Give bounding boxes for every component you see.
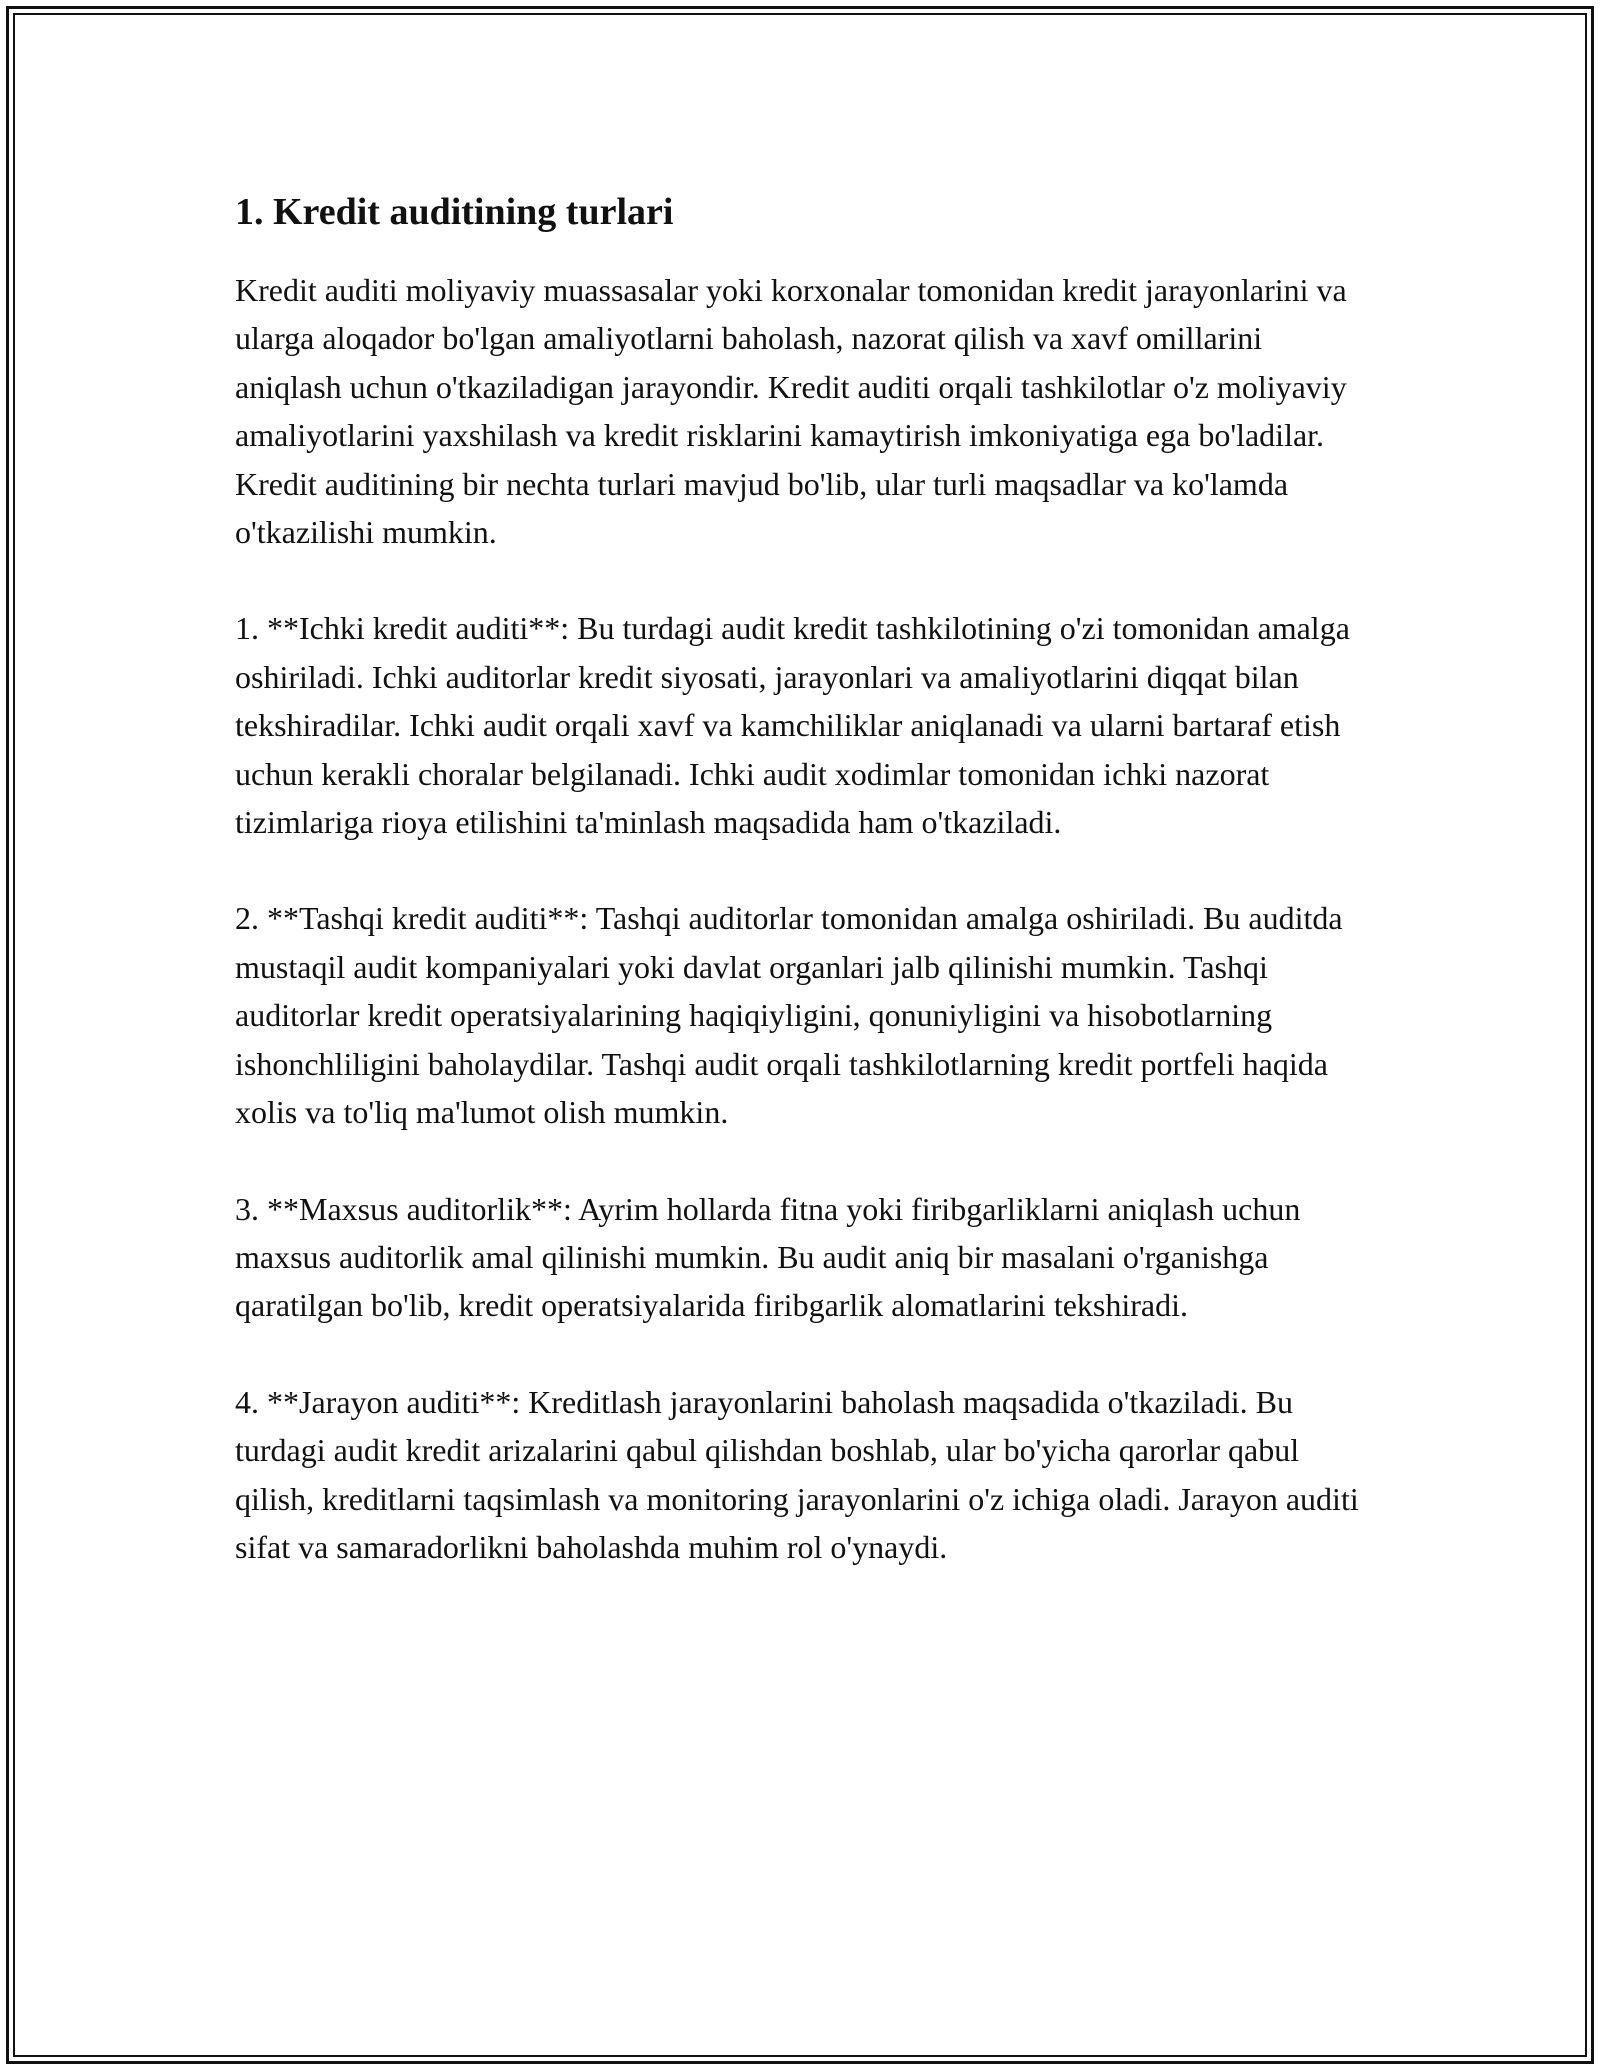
paragraph-process-audit: 4. **Jarayon auditi**: Kreditlash jarayonlarini baholash maqsadida o'tkaziladi. Bu turdagi audit kredit arizalarini qabul qilishdan boshlab, ular bo'yicha qarorlar qabul qilish, kreditlarni taqsimlash va monitoring jarayonlarini o'z ichiga oladi. Jarayon auditi sifat va samaradorlikni baholashda muhim rol o'ynaydi. bbox=[235, 1383, 1359, 1565]
paragraph-external-audit: 2. **Tashqi kredit auditi**: Tashqi auditorlar tomonidan amalga oshiriladi. Bu auditda mustaqil audit kompaniyalari yoki davlat organlari jalb qilinishi mumkin. Tashqi auditorlar kredit operatsiyalarining haqiqiyligini, qonuniyligini va hisobotlarning ishonchliligini baholaydilar. Tashqi audit orqali tashkilotlarning kredit portfeli haqida xolis va to'liq ma'lumot olish mumkin. bbox=[235, 900, 1343, 1131]
document-body bbox=[235, 186, 1375, 1619]
paragraph-internal-audit: 1. **Ichki kredit auditi**: Bu turdagi audit kredit tashkilotining o'zi tomonidan amalga oshiriladi. Ichki auditorlar kredit siyosati, jarayonlari va amaliyotlarini diqqat bilan tekshiradilar. Ichki audit orqali xavf va kamchiliklar aniqlanadi va ularni bartaraf etish uchun kerakli choralar belgilanadi. Ichki audit xodimlar tomonidan ichki nazorat tizimlariga rioya etilishini ta'minlash maqsadida ham o'tkaziladi. bbox=[235, 610, 1350, 841]
paragraph-special-audit: 3. **Maxsus auditorlik**: Ayrim hollarda fitna yoki firibgarliklarni aniqlash uchun maxsus auditorlik amal qilinishi mumkin. Bu audit aniq bir masalani o'rganishga qaratilgan bo'lib, kredit operatsiyalarida firibgarlik alomatlarini tekshiradi. bbox=[235, 1190, 1301, 1324]
document-title: 1. Kredit auditining turlari bbox=[235, 191, 674, 233]
paragraph-intro: Kredit auditi moliyaviy muassasalar yoki korxonalar tomonidan kredit jarayonlarini va ularga aloqador bo'lgan amaliyotlarni baholash, nazorat qilish va xavf omillarini aniqlash uchun o'tkaziladigan jarayondir. Kredit auditi orqali tashkilotlar o'z moliyaviy amaliyotlarini yaxshilash va kredit risklarini kamaytirish imkoniyatiga ega bo'ladilar. Kredit auditining bir nechta turlari mavjud bo'lib, ular turli maqsadlar va ko'lamda o'tkazilishi mumkin. bbox=[235, 272, 1347, 551]
